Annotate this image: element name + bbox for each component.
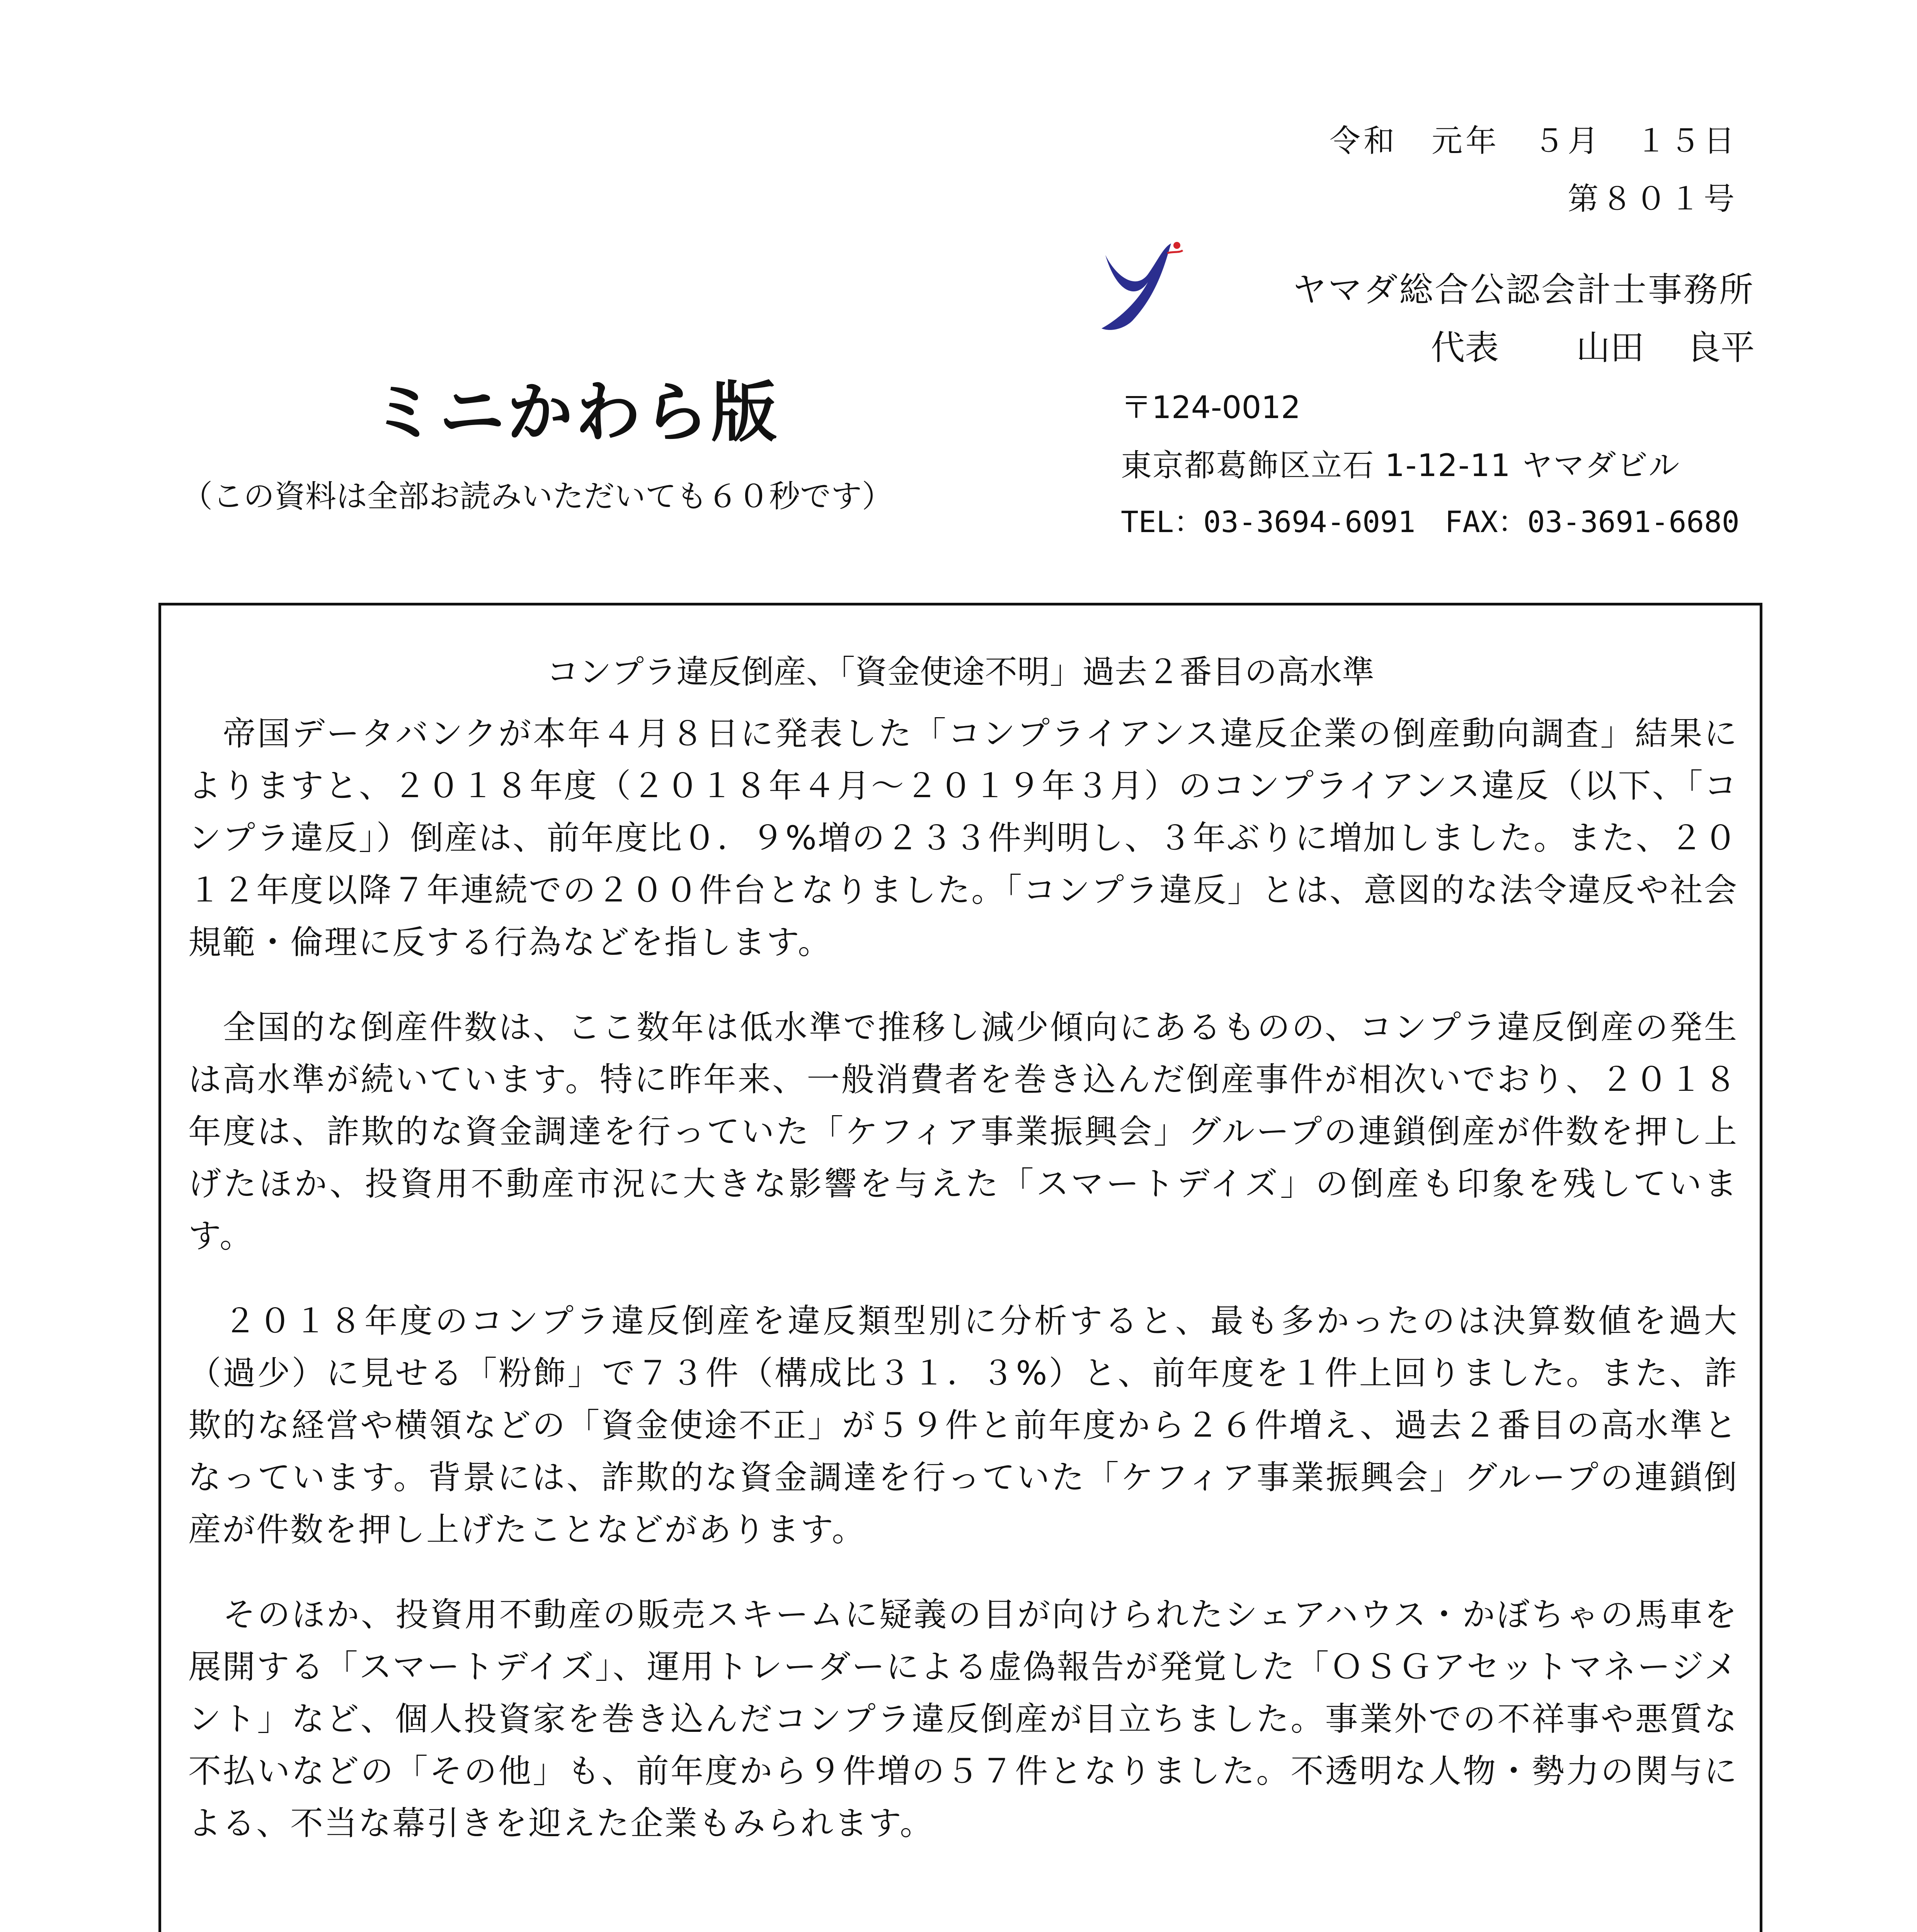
article-heading: コンプラ違反倒産、「資金使途不明」過去２番目の高水準 <box>546 653 1374 691</box>
firm-name: ヤマダ総合公認会計士事務所 <box>1292 270 1755 310</box>
rep-title: 代表 <box>1430 328 1499 367</box>
street-address: 東京都葛飾区立石 1-12-11 ヤマダビル <box>1121 447 1680 483</box>
article-box <box>158 603 1762 1932</box>
article-paragraph: ２０１８年度のコンプラ違反倒産を違反類型別に分析すると、最も多かったのは決算数値を過大（過少）に見せる「粉飾」で７３件（構成比３１．３%）と、前年度を１件上回りました。また、詐欺的な経営や横領などの「資金使途不正」が５９件と前年度から２６件増え、過去２番目の高水準となっています。背景には、詐欺的な資金調達を行っていた「ケフィア事業振興会」グループの連鎖倒産が件数を押し上げたことなどがあります。 <box>188 1302 1738 1549</box>
article-paragraph: そのほか、投資用不動産の販売スキームに疑義の目が向けられたシェアハウス・かぼちゃの馬車を展開する「スマートデイズ」、運用トレーダーによる虚偽報告が発覚した「ＯＳＧアセットマネージメント」など、個人投資家を巻き込んだコンプラ違反倒産が目立ちました。事業外での不祥事や悪質な不払いなどの「その他」も、前年度から９件増の５７件となりました。不透明な人物・勢力の関与による、不当な幕引きを迎えた企業もみられます。 <box>188 1596 1738 1843</box>
issue-date: 令和 元年 ５月 １５日 <box>1330 123 1738 159</box>
representative <box>1431 321 1755 369</box>
firm-logo <box>1090 232 1190 336</box>
logo-swoosh <box>1102 243 1171 330</box>
article-paragraph: 帝国データバンクが本年４月８日に発表した「コンプライアンス違反企業の倒産動向調査」結果によりますと、２０１８年度（２０１８年４月～２０１９年３月）のコンプライアンス違反（以下、「コンプラ違反」）倒産は、前年度比０．９%増の２３３件判明し、３年ぶりに増加しました。また、２０１２年度以降７年連続での２００件台となりました。「コンプラ違反」とは、意図的な法令違反や社会規範・倫理に反する行為などを指します。 <box>188 715 1738 962</box>
rep-given-name: 良平 <box>1686 328 1755 367</box>
postal-code: 〒124-0012 <box>1121 389 1301 425</box>
rep-family-name: 山田 <box>1576 328 1644 367</box>
article-paragraph: 全国的な倒産件数は、ここ数年は低水準で推移し減少傾向にあるものの、コンプラ違反倒産の発生は高水準が続いています。特に昨年来、一般消費者を巻き込んだ倒産事件が相次いでおり、２０１８年度は、詐欺的な資金調達を行っていた「ケフィア事業振興会」グループの連鎖倒産が件数を押し上げたほか、投資用不動産市況に大きな影響を与えた「スマートデイズ」の倒産も印象を残しています。 <box>188 1009 1738 1255</box>
newsletter-title: ミニかわら版 <box>371 374 780 451</box>
logo-dot <box>1173 242 1180 249</box>
tel-fax: TEL：03-3694-6091 FAX：03-3691-6680 <box>1121 505 1740 539</box>
issue-number: 第８０１号 <box>1568 181 1738 217</box>
newsletter-subtitle: （この資料は全部お読みいただいても６０秒です） <box>182 478 893 514</box>
